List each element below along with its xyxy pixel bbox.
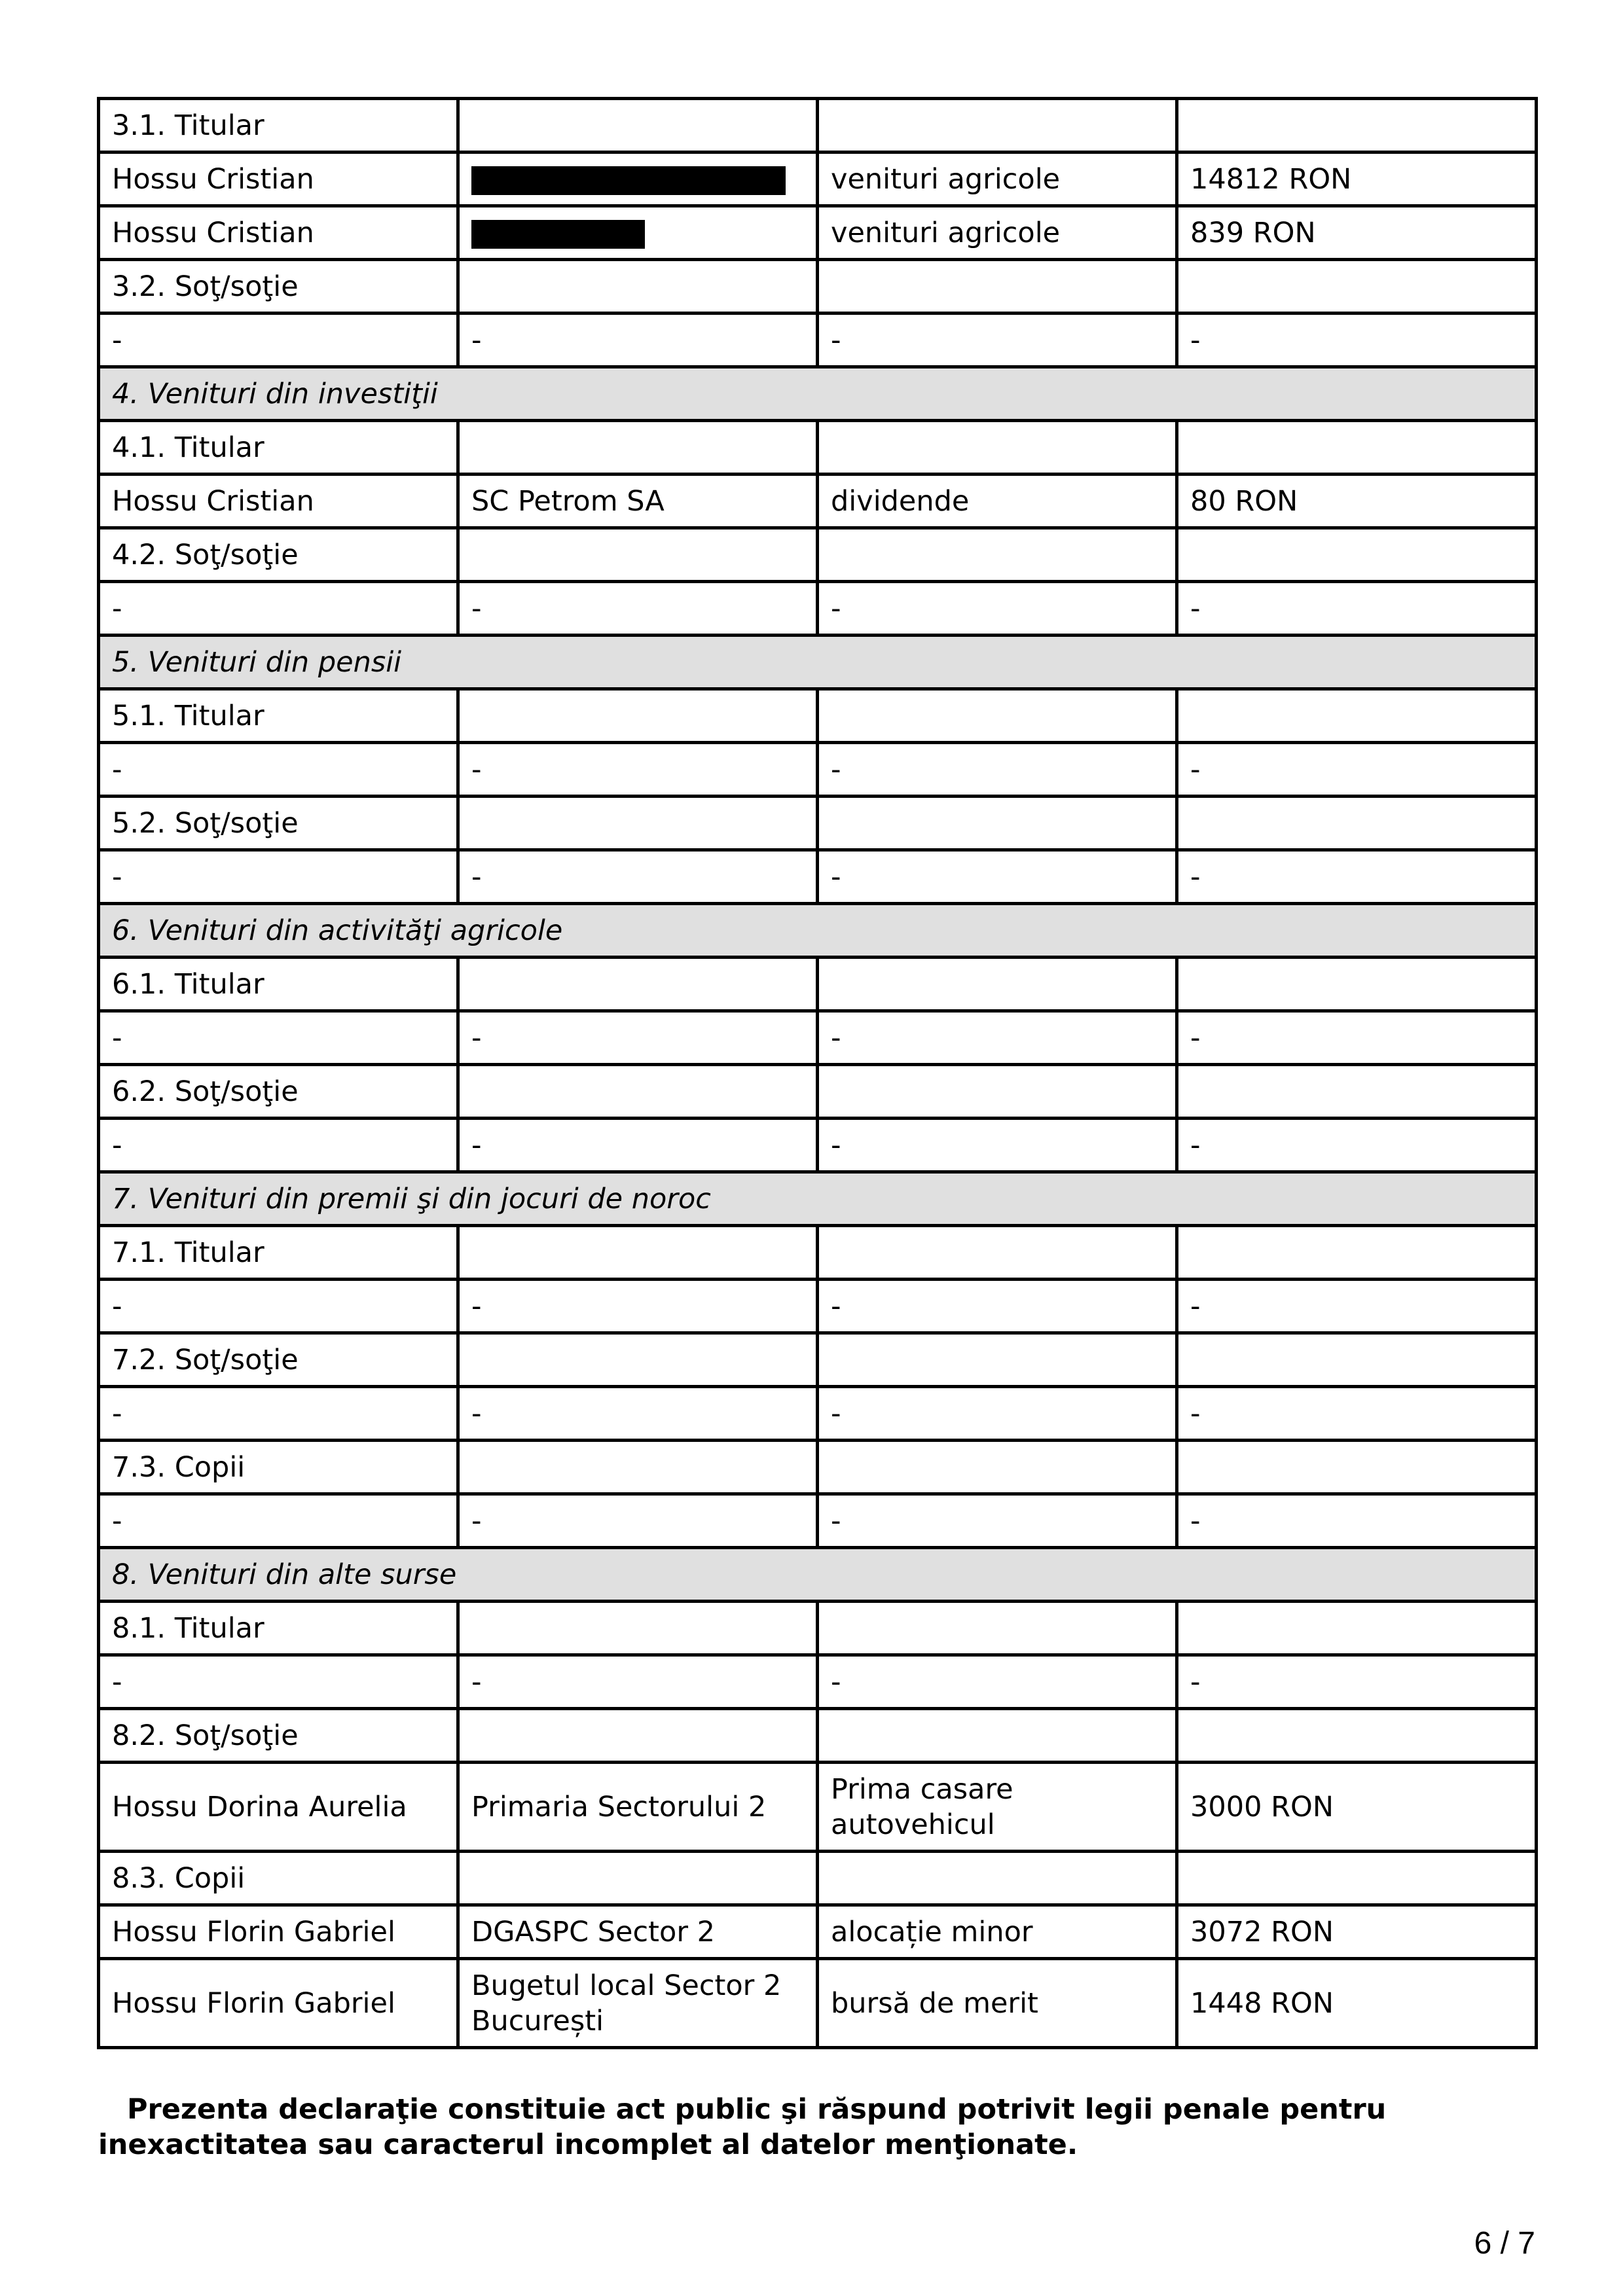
table-row — [99, 1763, 1537, 1852]
table-cell: - — [458, 1119, 818, 1172]
table-row — [99, 475, 1537, 528]
table-cell: 5.2. Soţ/soţie — [99, 797, 458, 850]
table-cell: - — [458, 1655, 818, 1709]
table-cell: - — [818, 314, 1177, 367]
section-header-row — [99, 1172, 1537, 1226]
legal-statement: Prezenta declaraţie constituie act public şi răspund potrivit legii penale pentru inexactitatea sau caracterul incomplet al datelor menţionate. — [98, 2093, 1387, 2161]
table-cell — [1177, 797, 1537, 850]
table-cell: 8.1. Titular — [99, 1602, 458, 1655]
table-cell — [1177, 689, 1537, 743]
table-row — [99, 314, 1537, 367]
table-row — [99, 99, 1537, 152]
table-cell — [1177, 1709, 1537, 1763]
table-row — [99, 1226, 1537, 1280]
table-cell: - — [99, 1387, 458, 1441]
section-header-row — [99, 1548, 1537, 1602]
table-row — [99, 1065, 1537, 1119]
table-cell — [818, 1602, 1177, 1655]
table-cell: - — [458, 1387, 818, 1441]
table-cell: 3000 RON — [1177, 1763, 1537, 1852]
section-title: 6. Venituri din activităţi agricole — [99, 904, 1537, 958]
table-cell — [458, 1065, 818, 1119]
table-row — [99, 1959, 1537, 2048]
table-cell — [818, 689, 1177, 743]
table-cell — [818, 1065, 1177, 1119]
section-header-row — [99, 904, 1537, 958]
table-row — [99, 260, 1537, 314]
table-cell — [818, 260, 1177, 314]
redaction-bar — [471, 166, 786, 195]
table-cell: - — [818, 1119, 1177, 1172]
table-cell — [1177, 528, 1537, 582]
table-cell: 5.1. Titular — [99, 689, 458, 743]
section-title: 5. Venituri din pensii — [99, 636, 1537, 689]
table-cell: - — [458, 582, 818, 636]
section-header-row — [99, 367, 1537, 421]
table-cell: 14812 RON — [1177, 152, 1537, 206]
table-cell: - — [818, 743, 1177, 797]
table-cell — [458, 958, 818, 1011]
table-cell — [458, 1226, 818, 1280]
table-cell: 1448 RON — [1177, 1959, 1537, 2048]
table-cell — [458, 1852, 818, 1905]
table-cell — [458, 1709, 818, 1763]
table-cell: - — [99, 582, 458, 636]
table-row — [99, 1280, 1537, 1333]
table-cell: Hossu Cristian — [99, 475, 458, 528]
table-cell — [458, 421, 818, 475]
table-cell: 4.1. Titular — [99, 421, 458, 475]
table-cell: Prima casare autovehicul — [818, 1763, 1177, 1852]
table-cell — [458, 797, 818, 850]
table-cell — [818, 1709, 1177, 1763]
table-cell: 80 RON — [1177, 475, 1537, 528]
table-cell: DGASPC Sector 2 — [458, 1905, 818, 1959]
table-cell: - — [818, 1387, 1177, 1441]
table-row — [99, 1655, 1537, 1709]
redaction-bar — [471, 220, 645, 249]
table-cell: - — [818, 1011, 1177, 1065]
table-cell — [1177, 1441, 1537, 1494]
table-cell — [1177, 1065, 1537, 1119]
table-cell: - — [99, 1011, 458, 1065]
table-cell: Hossu Florin Gabriel — [99, 1905, 458, 1959]
table-row — [99, 1852, 1537, 1905]
table-cell: Hossu Florin Gabriel — [99, 1959, 458, 2048]
table-cell: - — [1177, 314, 1537, 367]
table-row — [99, 1119, 1537, 1172]
table-cell: 7.2. Soţ/soţie — [99, 1333, 458, 1387]
table-cell: - — [99, 1280, 458, 1333]
table-cell: - — [99, 1119, 458, 1172]
table-cell: Hossu Dorina Aurelia — [99, 1763, 458, 1852]
table-cell: - — [1177, 1655, 1537, 1709]
table-row — [99, 1387, 1537, 1441]
table-row — [99, 850, 1537, 904]
table-cell: - — [1177, 1387, 1537, 1441]
table-cell — [818, 1852, 1177, 1905]
table-cell: - — [458, 1011, 818, 1065]
table-cell — [818, 99, 1177, 152]
table-cell: - — [1177, 1280, 1537, 1333]
table-cell — [458, 689, 818, 743]
table-cell: - — [818, 582, 1177, 636]
table-cell: 8.3. Copii — [99, 1852, 458, 1905]
table-cell — [458, 1333, 818, 1387]
table-cell: - — [458, 1494, 818, 1548]
table-row — [99, 689, 1537, 743]
table-cell: 7.3. Copii — [99, 1441, 458, 1494]
table-cell — [1177, 958, 1537, 1011]
table-cell — [1177, 1333, 1537, 1387]
table-cell: Bugetul local Sector 2 București — [458, 1959, 818, 2048]
table-cell: 839 RON — [1177, 206, 1537, 260]
table-cell: Hossu Cristian — [99, 152, 458, 206]
table-cell: - — [1177, 850, 1537, 904]
table-cell — [1177, 260, 1537, 314]
table-cell: - — [99, 314, 458, 367]
table-cell — [458, 99, 818, 152]
table-cell — [818, 958, 1177, 1011]
table-cell: bursă de merit — [818, 1959, 1177, 2048]
table-cell: - — [458, 1280, 818, 1333]
table-cell — [818, 528, 1177, 582]
table-cell — [818, 421, 1177, 475]
table-row — [99, 743, 1537, 797]
table-cell: venituri agricole — [818, 206, 1177, 260]
table-cell: 6.2. Soţ/soţie — [99, 1065, 458, 1119]
table-row — [99, 421, 1537, 475]
table-row — [99, 582, 1537, 636]
table-cell — [818, 797, 1177, 850]
section-header-row — [99, 636, 1537, 689]
table-cell: - — [818, 1494, 1177, 1548]
table-cell: Primaria Sectorului 2 — [458, 1763, 818, 1852]
section-title: 7. Venituri din premii şi din jocuri de noroc — [99, 1172, 1537, 1226]
table-cell — [458, 1602, 818, 1655]
table-cell: Hossu Cristian — [99, 206, 458, 260]
table-row — [99, 206, 1537, 260]
table-cell — [458, 152, 818, 206]
table-cell: alocație minor — [818, 1905, 1177, 1959]
table-cell: dividende — [818, 475, 1177, 528]
table-cell: - — [818, 850, 1177, 904]
table-row — [99, 1333, 1537, 1387]
table-cell — [458, 528, 818, 582]
table-cell: 3.2. Soţ/soţie — [99, 260, 458, 314]
table-cell: - — [458, 850, 818, 904]
table-cell — [818, 1226, 1177, 1280]
table-row — [99, 1905, 1537, 1959]
table-cell: 6.1. Titular — [99, 958, 458, 1011]
table-cell: - — [458, 743, 818, 797]
table-row — [99, 1602, 1537, 1655]
page-number: 6 / 7 — [1474, 2226, 1535, 2261]
table-row — [99, 1494, 1537, 1548]
table-cell — [458, 260, 818, 314]
table-row — [99, 1011, 1537, 1065]
table-cell: 3.1. Titular — [99, 99, 458, 152]
table-cell: - — [99, 743, 458, 797]
table-cell: - — [99, 1655, 458, 1709]
table-cell: - — [818, 1280, 1177, 1333]
table-row — [99, 528, 1537, 582]
table-cell: venituri agricole — [818, 152, 1177, 206]
table-cell: - — [1177, 1011, 1537, 1065]
table-cell: - — [458, 314, 818, 367]
table-row — [99, 958, 1537, 1011]
table-row — [99, 1441, 1537, 1494]
table-cell: 7.1. Titular — [99, 1226, 458, 1280]
section-title: 8. Venituri din alte surse — [99, 1548, 1537, 1602]
table-cell: SC Petrom SA — [458, 475, 818, 528]
table-row — [99, 1709, 1537, 1763]
table-cell: - — [99, 850, 458, 904]
table-cell — [1177, 1852, 1537, 1905]
table-cell: 3072 RON — [1177, 1905, 1537, 1959]
income-table — [97, 97, 1538, 2049]
table-cell — [458, 1441, 818, 1494]
table-cell: 4.2. Soţ/soţie — [99, 528, 458, 582]
table-cell: - — [99, 1494, 458, 1548]
table-row — [99, 152, 1537, 206]
section-title: 4. Venituri din investiţii — [99, 367, 1537, 421]
table-cell — [1177, 1226, 1537, 1280]
table-cell: 8.2. Soţ/soţie — [99, 1709, 458, 1763]
table-cell: - — [1177, 743, 1537, 797]
table-cell: - — [1177, 1119, 1537, 1172]
table-cell — [1177, 99, 1537, 152]
table-cell — [1177, 421, 1537, 475]
table-cell: - — [818, 1655, 1177, 1709]
table-cell — [818, 1333, 1177, 1387]
table-cell — [1177, 1602, 1537, 1655]
table-cell — [818, 1441, 1177, 1494]
table-row — [99, 797, 1537, 850]
table-cell: - — [1177, 582, 1537, 636]
income-table-body — [99, 99, 1537, 2048]
table-cell — [458, 206, 818, 260]
table-cell: - — [1177, 1494, 1537, 1548]
